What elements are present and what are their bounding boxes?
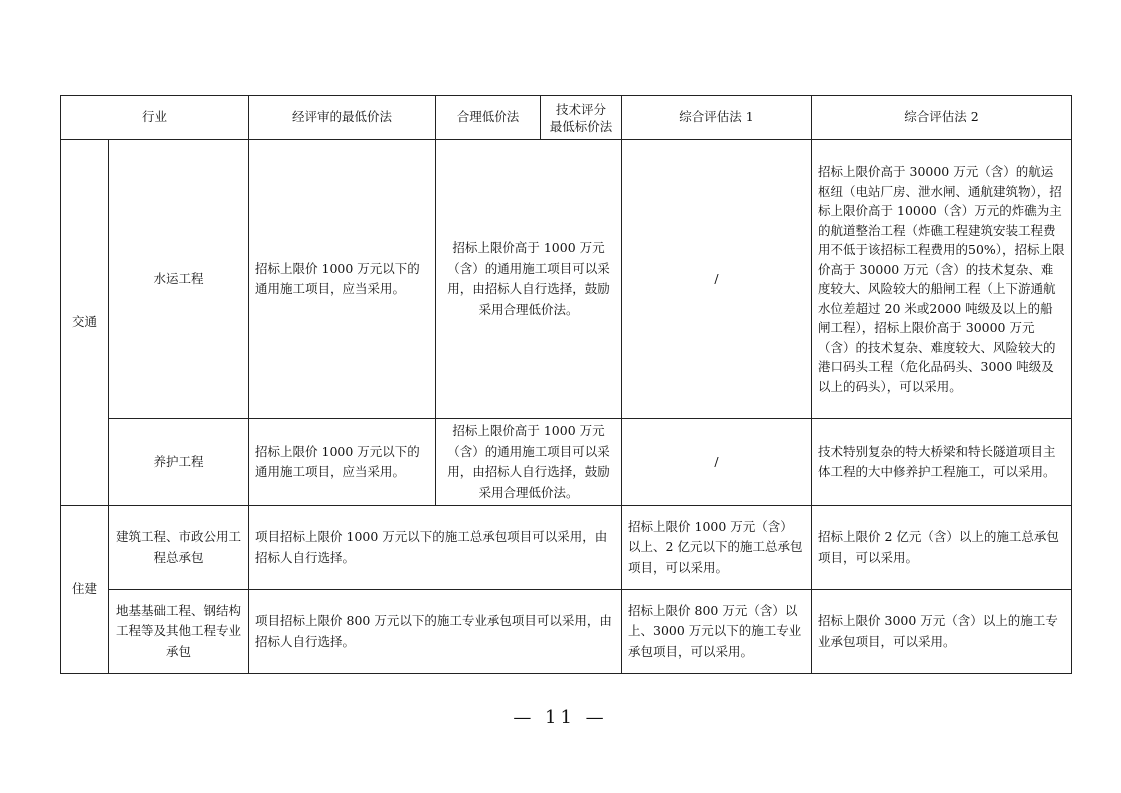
water-lowest-evaluated: 招标上限价 1000 万元以下的通用施工项目，应当采用。 — [249, 140, 436, 419]
project-general-contract: 建筑工程、市政公用工程总承包 — [109, 506, 249, 590]
maintenance-comprehensive2: 技术特别复杂的特大桥梁和特长隧道项目主体工程的大中修养护工程施工，可以采用。 — [812, 419, 1072, 506]
header-comprehensive1: 综合评估法 1 — [622, 96, 812, 140]
specialty-comprehensive1: 招标上限价 800 万元（含）以上、3000 万元以下的施工专业承包项目，可以采用。 — [622, 590, 812, 674]
water-comprehensive1: / — [622, 140, 812, 419]
header-row — [61, 96, 1072, 140]
header-tech-score — [541, 96, 622, 140]
header-reasonable-low: 合理低价法 — [436, 96, 541, 140]
header-industry: 行业 — [61, 96, 249, 140]
maintenance-reasonable-low: 招标上限价高于 1000 万元（含）的通用施工项目可以采用，由招标人自行选择，鼓励采用合理低价法。 — [436, 419, 622, 506]
header-comprehensive2: 综合评估法 2 — [812, 96, 1072, 140]
water-reasonable-low: 招标上限价高于 1000 万元（含）的通用施工项目可以采用，由招标人自行选择，鼓励采用合理低价法。 — [436, 140, 622, 419]
category-transport: 交通 — [61, 140, 109, 506]
specialty-comprehensive2: 招标上限价 3000 万元（含）以上的施工专业承包项目，可以采用。 — [812, 590, 1072, 674]
table-row-water — [61, 140, 1072, 419]
maintenance-lowest-evaluated: 招标上限价 1000 万元以下的通用施工项目，应当采用。 — [249, 419, 436, 506]
table-row-maintenance — [61, 419, 1072, 506]
general-merged-methods: 项目招标上限价 1000 万元以下的施工总承包项目可以采用，由招标人自行选择。 — [249, 506, 622, 590]
header-tech-score-line2: 最低标价法 — [549, 118, 613, 134]
project-specialty-contract: 地基基础工程、钢结构工程等及其他工程专业承包 — [109, 590, 249, 674]
specialty-merged-methods: 项目招标上限价 800 万元以下的施工专业承包项目可以采用，由招标人自行选择。 — [249, 590, 622, 674]
maintenance-comprehensive1: / — [622, 419, 812, 506]
header-lowest-evaluated: 经评审的最低价法 — [249, 96, 436, 140]
bid-evaluation-table — [60, 95, 1072, 674]
general-comprehensive2: 招标上限价 2 亿元（含）以上的施工总承包项目，可以采用。 — [812, 506, 1072, 590]
page-number: — 11 — — [513, 707, 608, 728]
table-row-specialty-contract — [61, 590, 1072, 674]
category-housing: 住建 — [61, 506, 109, 674]
project-water: 水运工程 — [109, 140, 249, 419]
project-maintenance: 养护工程 — [109, 419, 249, 506]
header-tech-score-line1: 技术评分 — [556, 101, 607, 117]
water-comprehensive2: 招标上限价高于 30000 万元（含）的航运枢纽（电站厂房、泄水闸、通航建筑物），招标上限价高于 10000（含）万元的炸礁为主的航道整治工程（炸礁工程建筑安装工程费用不低于该招标工程费用的50%），招标上限价高于 30000 万元（含）的技术复杂、难度较大、风险较大的船闸工程（上下游通航水位差超过 20 米或2000 吨级及以上的船闸工程），招标上限价高于 30000 万元（含）的技术复杂、难度较大、风险较大的港口码头工程（危化品码头、3000 吨级及以上的码头），可以采用。 — [812, 140, 1072, 419]
table-row-general-contract — [61, 506, 1072, 590]
general-comprehensive1: 招标上限价 1000 万元（含）以上、2 亿元以下的施工总承包项目，可以采用。 — [622, 506, 812, 590]
